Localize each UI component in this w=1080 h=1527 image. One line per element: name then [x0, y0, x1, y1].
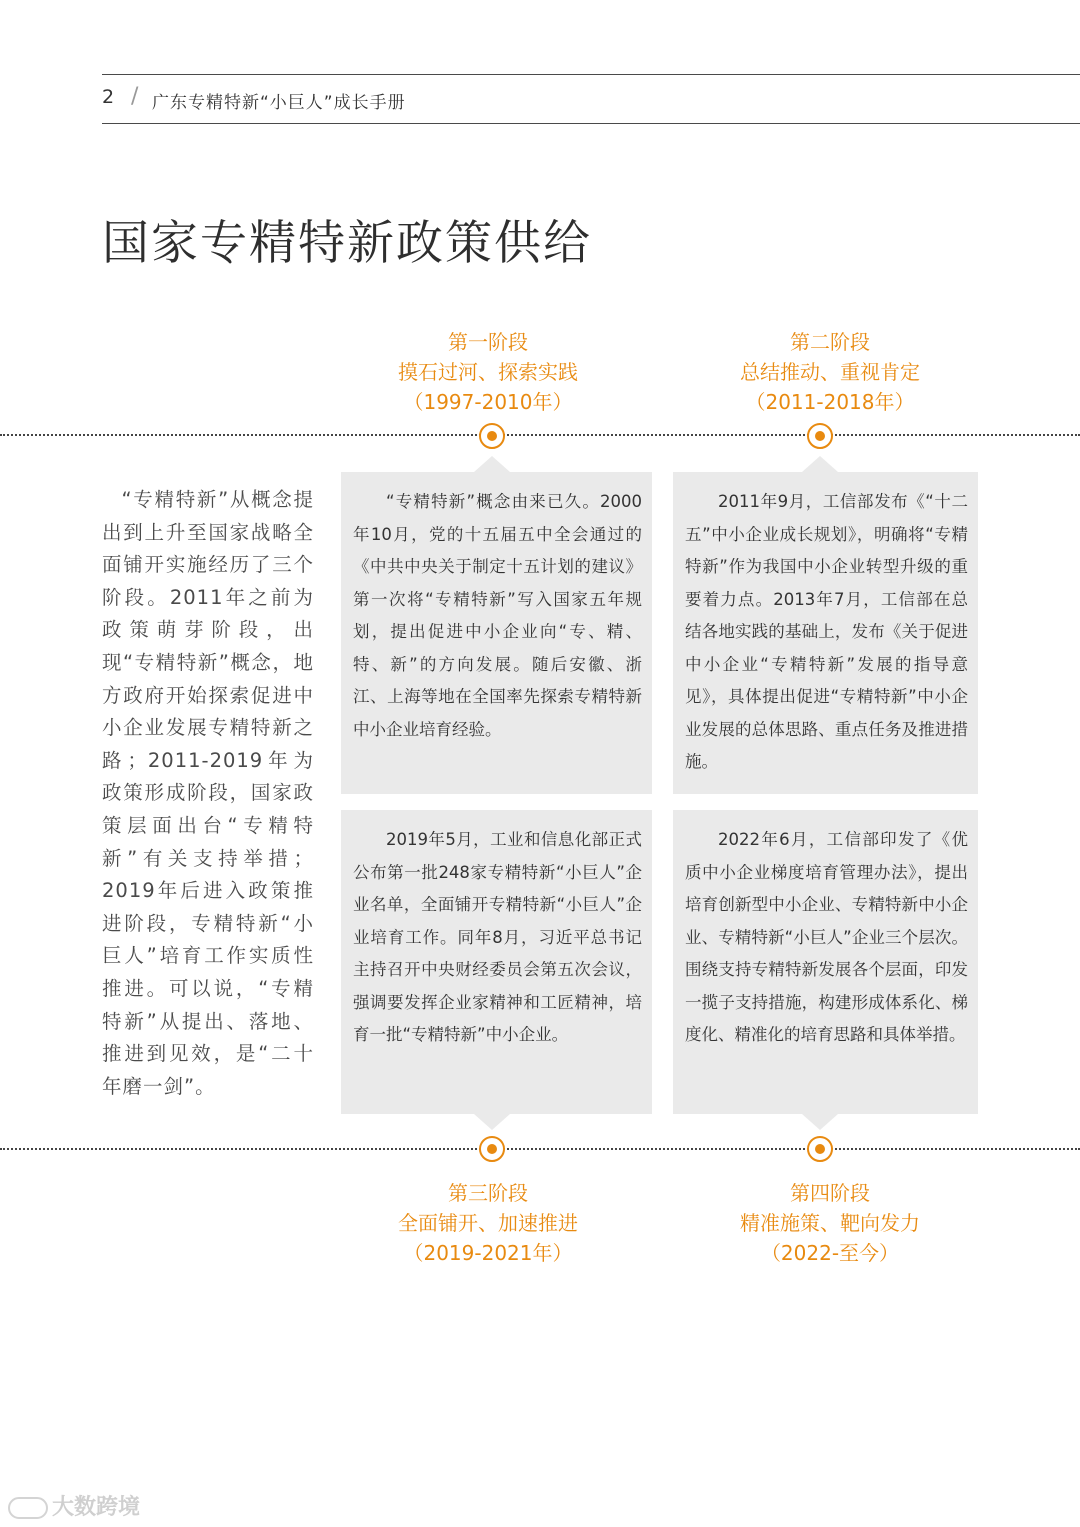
box-1-pointer [474, 456, 510, 472]
box-2-pointer [802, 456, 838, 472]
stage-1-heading [328, 327, 648, 417]
timeline-node-1 [479, 423, 505, 449]
timeline-node-3 [479, 1136, 505, 1162]
stage-3-text: 2019年5月，工业和信息化部正式公布第一批248家专精特新“小巨人”企业名单，全面铺开专精特新“小巨人”企业培育工作。同年8月，习近平总书记主持召开中央财经委员会第五次会议，强调要发挥企业家精神和工匠精神，培育一批“专精特新”中小企业。 [353, 830, 642, 1044]
stage-3-box [341, 810, 652, 1114]
stage-4-period: （2022-至今） [760, 1241, 900, 1265]
stage-1-subtitle: 摸石过河、探索实践 [398, 360, 578, 384]
box-3-pointer [474, 1114, 510, 1130]
header-bottom-rule [102, 123, 1080, 124]
stage-2-text: 2011年9月，工信部发布《“十二五”中小企业成长规划》，明确将“专精特新”作为我国中小企业转型升级的重要着力点。2013年7月，工信部在总结各地实践的基础上，发布《关于促进中小企业“专精特新”发展的指导意见》，具体提出促进“专精特新”中小企业发展的总体思路、重点任务及推进措施。 [685, 492, 968, 771]
box-4-pointer [802, 1114, 838, 1130]
stage-4-box [673, 810, 978, 1114]
running-title: 广东专精特新“小巨人”成长手册 [152, 93, 406, 113]
stage-3-heading [328, 1178, 648, 1268]
stage-4-heading [670, 1178, 990, 1268]
stage-2-name: 第二阶段 [790, 330, 870, 354]
watermark-text: 大数跨境 [52, 1495, 141, 1520]
timeline-top [0, 434, 1080, 436]
watermark [8, 1490, 140, 1521]
timeline-node-2 [807, 423, 833, 449]
intro-paragraph: “专精特新”从概念提出到上升至国家战略全面铺开实施经历了三个阶段。2011年之前为政策萌芽阶段，出现“专精特新”概念，地方政府开始探索促进中小企业发展专精特新之路；2011-2019年为政策形成阶段，国家政策层面出台“专精特新”有关支持举措；2019年后进入政策推进阶段，专精特新“小巨人”培育工作实质性推进。可以说，“专精特新”从提出、落地、推进到见效，是“二十年磨一剑”。 [102, 488, 314, 1098]
header-top-rule [102, 74, 1080, 75]
stage-4-name: 第四阶段 [790, 1181, 870, 1205]
page-number: 2 [102, 86, 115, 108]
stage-2-box [673, 472, 978, 794]
stage-1-period: （1997-2010年） [403, 390, 573, 414]
stage-3-period: （2019-2021年） [403, 1241, 573, 1265]
stage-3-name: 第三阶段 [448, 1181, 528, 1205]
stage-2-period: （2011-2018年） [745, 390, 915, 414]
timeline-bottom [0, 1148, 1080, 1150]
timeline-node-4 [807, 1136, 833, 1162]
stage-2-subtitle: 总结推动、重视肯定 [740, 360, 920, 384]
header-divider-slash: / [131, 84, 139, 109]
stage-1-box [341, 472, 652, 794]
stage-2-heading [670, 327, 990, 417]
stage-4-text: 2022年6月，工信部印发了《优质中小企业梯度培育管理办法》，提出培育创新型中小企业、专精特新中小企业、专精特新“小巨人”企业三个层次。围绕支持专精特新发展各个层面，印发一揽子支持措施，构建形成体系化、梯度化、精准化的培育思路和具体举措。 [685, 830, 968, 1044]
stage-4-subtitle: 精准施策、靶向发力 [740, 1211, 920, 1235]
stage-3-subtitle: 全面铺开、加速推进 [398, 1211, 578, 1235]
page-title: 国家专精特新政策供给 [102, 216, 592, 271]
stage-1-text: “专精特新”概念由来已久。2000年10月，党的十五届五中全会通过的《中共中央关于制定十五计划的建议》第一次将“专精特新”写入国家五年规划，提出促进中小企业向“专、精、特、新”的方向发展。随后安徽、浙江、上海等地在全国率先探索专精特新中小企业培育经验。 [353, 492, 642, 739]
watermark-logo-icon [8, 1497, 48, 1519]
stage-1-name: 第一阶段 [448, 330, 528, 354]
